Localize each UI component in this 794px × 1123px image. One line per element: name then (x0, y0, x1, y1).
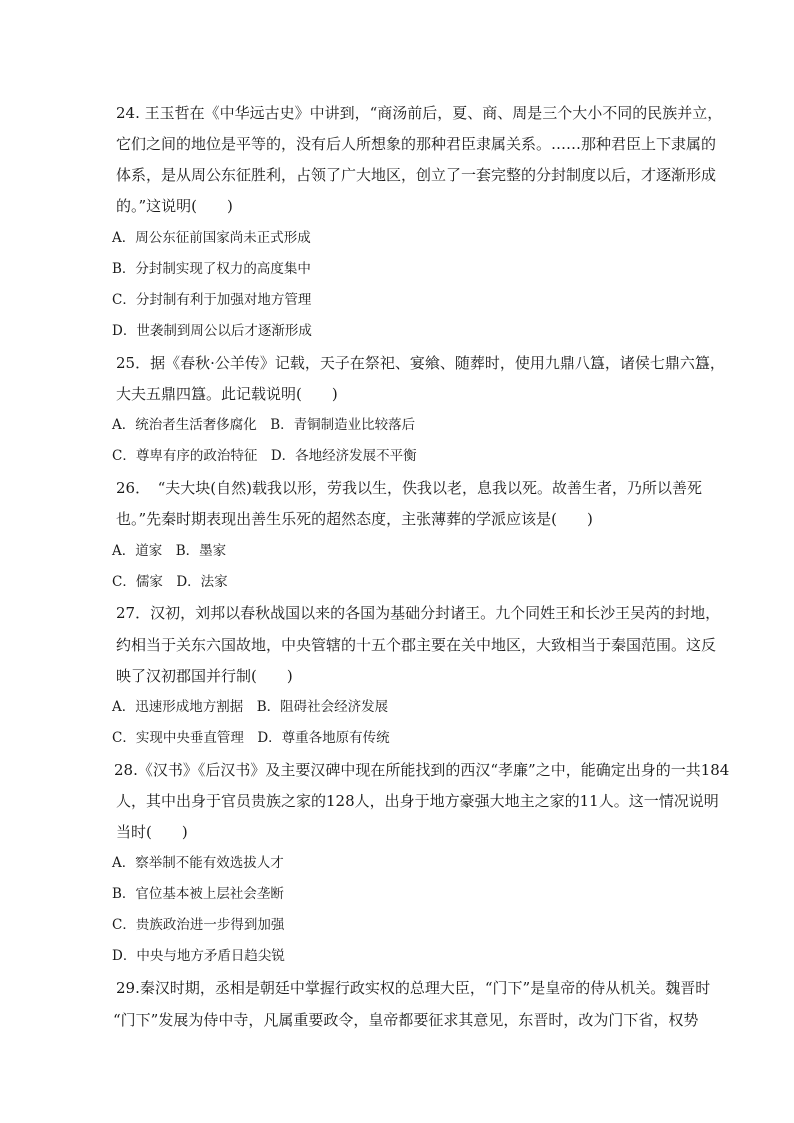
question-text-line: 25．据《春秋·公羊传》记载，天子在祭祀、宴飨、随葬时，使用九鼎八簋，诸侯七鼎六簋， (116, 354, 725, 372)
question-text-line: 也。”先秦时期表现出善生乐死的超然态度，主张薄葬的学派应该是( ) (116, 510, 593, 528)
question-text-line: 28.《汉书》《后汉书》及主要汉碑中现在所能找到的西汉“孝廉”之中，能确定出身的一共184 (114, 761, 730, 779)
question-text-line: 约相当于关东六国故地，中央管辖的十五个郡主要在关中地区，大致相当于秦国范围。这反 (116, 636, 717, 654)
question-text-line: “门下”发展为侍中寺，凡属重要政令，皇帝都要征求其意见，东晋时，改为门下省，权势 (113, 1011, 699, 1029)
question-text-line: 24. 王玉哲在《中华远古史》中讲到，“商汤前后，夏、商、周是三个大小不同的民族并立， (116, 104, 723, 122)
answer-option: C．实现中央垂直管理 D．尊重各地原有传统 (112, 730, 390, 746)
question-text-line: 人，其中出身于官员贵族之家的128人，出身于地方豪强大地主之家的11人。这一情况说明 (116, 792, 719, 810)
question-text-line: 27．汉初，刘邦以春秋战国以来的各国为基础分封诸王。九个同姓王和长沙王吴芮的封地， (116, 604, 721, 622)
question-text-line: 映了汉初郡国并行制( ) (116, 667, 293, 685)
question-text-line: 26． “夫大块(自然)载我以形，劳我以生，佚我以老，息我以死。故善生者，乃所以善死 (116, 479, 702, 497)
question-text-line: 29.秦汉时期，丞相是朝廷中掌握行政实权的总理大臣，“门下”是皇帝的侍从机关。魏晋时 (116, 979, 711, 997)
answer-option: D．世袭制到周公以后才逐渐形成 (112, 323, 312, 339)
answer-option: A．察举制不能有效选拔人才 (112, 855, 284, 871)
answer-option: B．分封制实现了权力的高度集中 (112, 261, 311, 277)
answer-option: C．贵族政治进一步得到加强 (112, 917, 285, 933)
answer-option: C．儒家 D．法家 (112, 574, 228, 590)
answer-option: A．统治者生活奢侈腐化 B．青铜制造业比较落后 (112, 417, 416, 433)
answer-option: A．迅速形成地方割据 B．阻碍社会经济发展 (112, 699, 389, 715)
answer-option: A．周公东征前国家尚未正式形成 (112, 230, 311, 246)
question-text-line: 的。”这说明( ) (116, 197, 233, 215)
answer-option: A．道家 B．墨家 (112, 543, 227, 559)
answer-option: C．分封制有利于加强对地方管理 (112, 292, 312, 308)
question-text-line: 当时( ) (116, 823, 188, 841)
answer-option: C．尊卑有序的政治特征 D．各地经济发展不平衡 (112, 448, 417, 464)
answer-option: B．官位基本被上层社会垄断 (112, 886, 284, 902)
question-text-line: 它们之间的地位是平等的，没有后人所想象的那种君臣隶属关系。……那种君臣上下隶属的 (116, 135, 717, 153)
question-text-line: 体系，是从周公东征胜利，占领了广大地区，创立了一套完整的分封制度以后，才逐渐形成 (116, 166, 717, 184)
question-text-line: 大夫五鼎四簋。此记载说明( ) (116, 385, 338, 403)
answer-option: D．中央与地方矛盾日趋尖锐 (112, 948, 285, 964)
